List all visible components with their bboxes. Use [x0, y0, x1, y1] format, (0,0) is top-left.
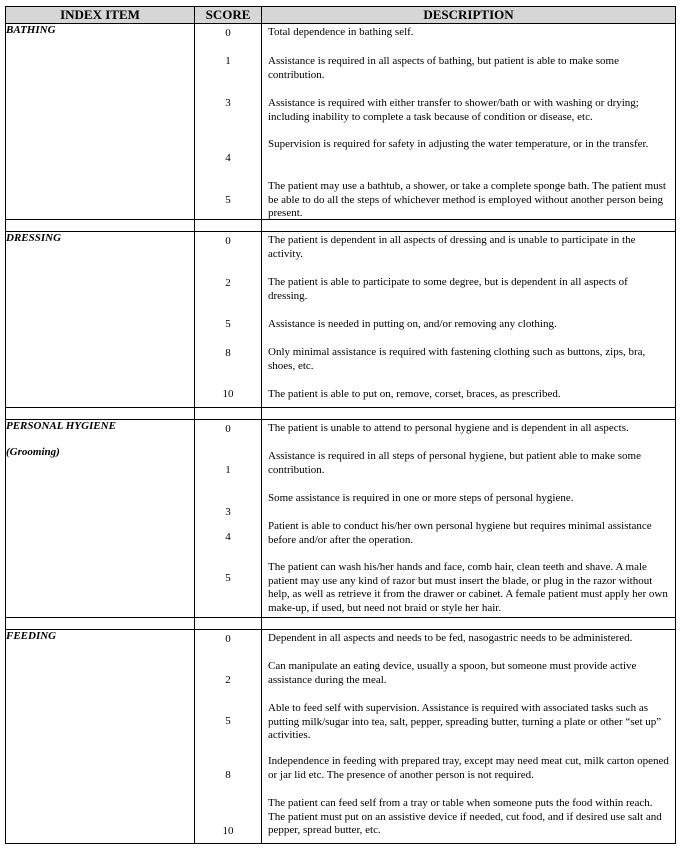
- description-text: Some assistance is required in one or more steps of personal hygiene.: [268, 492, 574, 504]
- description-text: Assistance is required in all steps of personal hygiene, but patient able to make some contribution.: [268, 450, 641, 476]
- score-value: 8: [225, 769, 231, 781]
- score-value: 5: [225, 194, 231, 206]
- header-row: [6, 7, 676, 24]
- index-item-cell: [6, 630, 195, 844]
- score-value: 4: [225, 531, 231, 543]
- description-text: Only minimal assistance is required with fastening clothing such as buttons, zips, bra, shoes, etc.: [268, 346, 646, 372]
- description-text: Independence in feeding with prepared tray, except may need meat cut, milk carton opened or jar lid etc. The presence of another person is not required.: [268, 755, 669, 781]
- section-spacer: [6, 408, 676, 420]
- score-value: 3: [225, 506, 231, 518]
- description-text: Dependent in all aspects and needs to be fed, nasogastric needs to be administered.: [268, 632, 633, 644]
- index-item-label: PERSONAL HYGIENE: [6, 420, 116, 432]
- score-value: 8: [225, 347, 231, 359]
- score-value: 1: [225, 55, 231, 67]
- score-value: 0: [225, 27, 231, 39]
- score-value: 10: [222, 825, 234, 837]
- description-text: The patient can feed self from a tray or table when someone puts the food within reach. The patient must put on an assistive device if needed, cut food, and if desired use salt and pepper, spread butter, etc.: [268, 797, 662, 837]
- index-item-cell: [6, 232, 195, 408]
- header-score: SCORE: [195, 7, 262, 24]
- score-value: 1: [225, 464, 231, 476]
- description-text: Patient is able to conduct his/her own personal hygiene but requires minimal assistance before and/or after the operation.: [268, 520, 652, 546]
- description-text: Assistance is needed in putting on, and/or removing any clothing.: [268, 318, 557, 330]
- section-feeding: [6, 630, 676, 844]
- section-personal-hygiene: [6, 420, 676, 618]
- score-value: 5: [225, 572, 231, 584]
- description-text: The patient is able to put on, remove, corset, braces, as prescribed.: [268, 388, 561, 400]
- score-cell: [195, 420, 262, 618]
- score-cell: [195, 24, 262, 220]
- score-value: 2: [225, 674, 231, 686]
- description-text: The patient can wash his/her hands and face, comb hair, clean teeth and shave. A male patient may use any kind of razor but must insert the blade, or plug in the razor without help, as well as retrieve it from the drawer or cabinet. A female patient must apply her own make-up, if used, but need not braid or style her hair.: [268, 561, 668, 614]
- score-value: 3: [225, 97, 231, 109]
- index-item-sublabel: (Grooming): [6, 446, 60, 458]
- index-item-cell: [6, 420, 195, 618]
- description-cell: [262, 24, 676, 220]
- description-text: Total dependence in bathing self.: [268, 26, 414, 38]
- header-description: DESCRIPTION: [262, 7, 676, 24]
- score-value: 0: [225, 423, 231, 435]
- score-value: 10: [222, 388, 234, 400]
- description-text: The patient may use a bathtub, a shower, or take a complete sponge bath. The patient must be able to do all the steps of whichever method is employed without another person being present.: [268, 180, 666, 220]
- section-spacer: [6, 220, 676, 232]
- score-value: 4: [225, 152, 231, 164]
- description-text: Assistance is required with either transfer to shower/bath or with washing or drying; including inability to complete a task because of condition or disease, etc.: [268, 97, 639, 123]
- header-index-item: INDEX ITEM: [6, 7, 195, 24]
- index-table: [5, 6, 676, 844]
- description-text: Able to feed self with supervision. Assistance is required with associated tasks such as putting milk/sugar into tea, salt, pepper, spreading butter, turning a plate or other “set up” activities.: [268, 702, 662, 742]
- section-bathing: [6, 24, 676, 220]
- score-value: 0: [225, 235, 231, 247]
- index-item-label: BATHING: [6, 24, 56, 36]
- score-value: 5: [225, 715, 231, 727]
- description-text: Assistance is required in all aspects of bathing, but patient is able to make some contribution.: [268, 55, 619, 81]
- score-cell: [195, 232, 262, 408]
- section-dressing: [6, 232, 676, 408]
- section-spacer: [6, 618, 676, 630]
- score-value: 5: [225, 318, 231, 330]
- description-cell: [262, 232, 676, 408]
- index-item-label: FEEDING: [6, 630, 57, 642]
- index-item-label: DRESSING: [6, 232, 62, 244]
- description-text: Can manipulate an eating device, usually a spoon, but someone must provide active assistance during the meal.: [268, 660, 637, 686]
- score-cell: [195, 630, 262, 844]
- description-text: The patient is unable to attend to personal hygiene and is dependent in all aspects.: [268, 422, 629, 434]
- score-value: 2: [225, 277, 231, 289]
- index-item-cell: [6, 24, 195, 220]
- score-value: 0: [225, 633, 231, 645]
- description-cell: [262, 630, 676, 844]
- description-text: The patient is able to participate to some degree, but is dependent in all aspects of dressing.: [268, 276, 628, 302]
- description-cell: [262, 420, 676, 618]
- description-text: The patient is dependent in all aspects of dressing and is unable to participate in the activity.: [268, 234, 636, 260]
- description-text: Supervision is required for safety in adjusting the water temperature, or in the transfer.: [268, 138, 649, 150]
